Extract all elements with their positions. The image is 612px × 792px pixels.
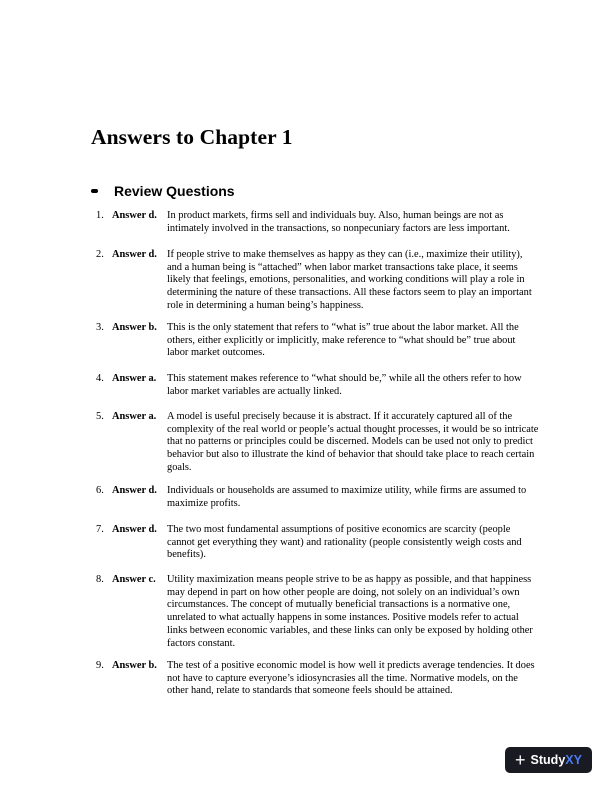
explanation-line: links between economic variables, and these links can only be exposed by holding other [167,624,533,636]
answer-explanation [167,373,563,398]
answer-explanation [167,524,563,562]
explanation-line: and a human being is “attached” when labor market transactions take place, it seems [167,261,518,273]
plus-icon: + [515,750,526,770]
answer-label: Answer b. [112,660,157,671]
explanation-line: If people strive to make themselves as happy as they can (i.e., maximize their utility), [167,249,523,260]
explanation-line: maximize profits. [167,497,241,509]
explanation-line: circumstances. The concept of mutually beneficial transactions is a normative one, [167,599,511,611]
answer-explanation [167,660,563,698]
answer-explanation [167,485,563,510]
explanation-line: role in determining a human being’s happiness. [167,299,364,311]
bullet-icon [91,189,98,193]
question-number: 1. [96,210,104,221]
answer-explanation [167,411,563,475]
page-title: Answers to Chapter 1 [91,125,293,149]
explanation-line: This statement makes reference to “what should be,” while all the others refer to how [167,373,522,384]
brand-accent: XY [565,753,582,767]
explanation-line: This is the only statement that refers to “what is” true about the labor market. All the [167,322,519,333]
answer-explanation [167,210,563,235]
explanation-line: Utility maximization means people strive to be as happy as possible, and that happiness [167,574,532,585]
answer-label: Answer a. [112,373,157,384]
answer-explanation [167,322,563,360]
answer-label: Answer a. [112,411,157,422]
explanation-line: determining the nature of these transactions. All these factors seem to play an important [167,287,532,299]
answer-label: Answer c. [112,574,156,585]
explanation-line: behavior but also to illustrate the kind of behavior that should take place to reach certain [167,449,535,461]
explanation-line: Individuals or households are assumed to maximize utility, while firms are assumed to [167,485,527,496]
explanation-line: cannot get everything they want) and rationality (people consistently weigh costs and [167,536,522,548]
answer-explanation [167,574,563,650]
explanation-line: goals. [167,461,192,473]
explanation-line: The two most fundamental assumptions of positive economics are scarcity (people [167,524,511,535]
answer-explanation [167,249,563,313]
question-number: 5. [96,411,104,422]
section-header [91,183,235,199]
explanation-line: In product markets, firms sell and individuals buy. Also, human beings are not as [167,210,504,221]
explanation-line: may depend in part on how other people are doing, not solely on an individual’s own [167,586,520,598]
explanation-line: benefits). [167,549,206,561]
brand-main: Study [530,753,566,767]
explanation-line: others, either explicitly or implicitly, make reference to “what should be” true about [167,334,516,346]
explanation-line: A model is useful precisely because it is abstract. If it accurately captured all of the [167,411,513,422]
answer-label: Answer b. [112,322,157,333]
explanation-line: likely that feelings, emotions, personalities, and working conditions will play a role in [167,274,525,286]
explanation-line: intimately involved in the transactions, so nonpecuniary factors are less important. [167,222,510,234]
question-number: 4. [96,373,104,384]
question-number: 2. [96,249,104,260]
answer-label: Answer d. [112,485,157,496]
studyxy-badge[interactable] [505,747,592,773]
answer-label: Answer d. [112,524,157,535]
section-title: Review Questions [114,183,235,199]
explanation-line: The test of a positive economic model is how well it predicts average tendencies. It does [167,660,535,671]
explanation-line: that no patterns or principles could be discerned. Models can be used not only to predict [167,436,533,448]
question-number: 7. [96,524,104,535]
question-number: 9. [96,660,104,671]
question-number: 6. [96,485,104,496]
explanation-line: labor market outcomes. [167,347,265,359]
explanation-line: unrelated to what actually happens in some instances. Positive models refer to actual [167,612,519,624]
explanation-line: not have to capture everyone’s idiosyncrasies all the time. Normative models, on the [167,672,518,684]
explanation-line: complexity of the real world or people’s actual thought processes, it would be so intricate [167,423,539,435]
question-number: 3. [96,322,104,333]
explanation-line: labor market variables are actually linked. [167,385,342,397]
explanation-line: factors constant. [167,637,236,649]
answer-label: Answer d. [112,249,157,260]
answer-label: Answer d. [112,210,157,221]
explanation-line: other hand, relate to standards that someone feels should be attained. [167,685,453,697]
question-number: 8. [96,574,104,585]
